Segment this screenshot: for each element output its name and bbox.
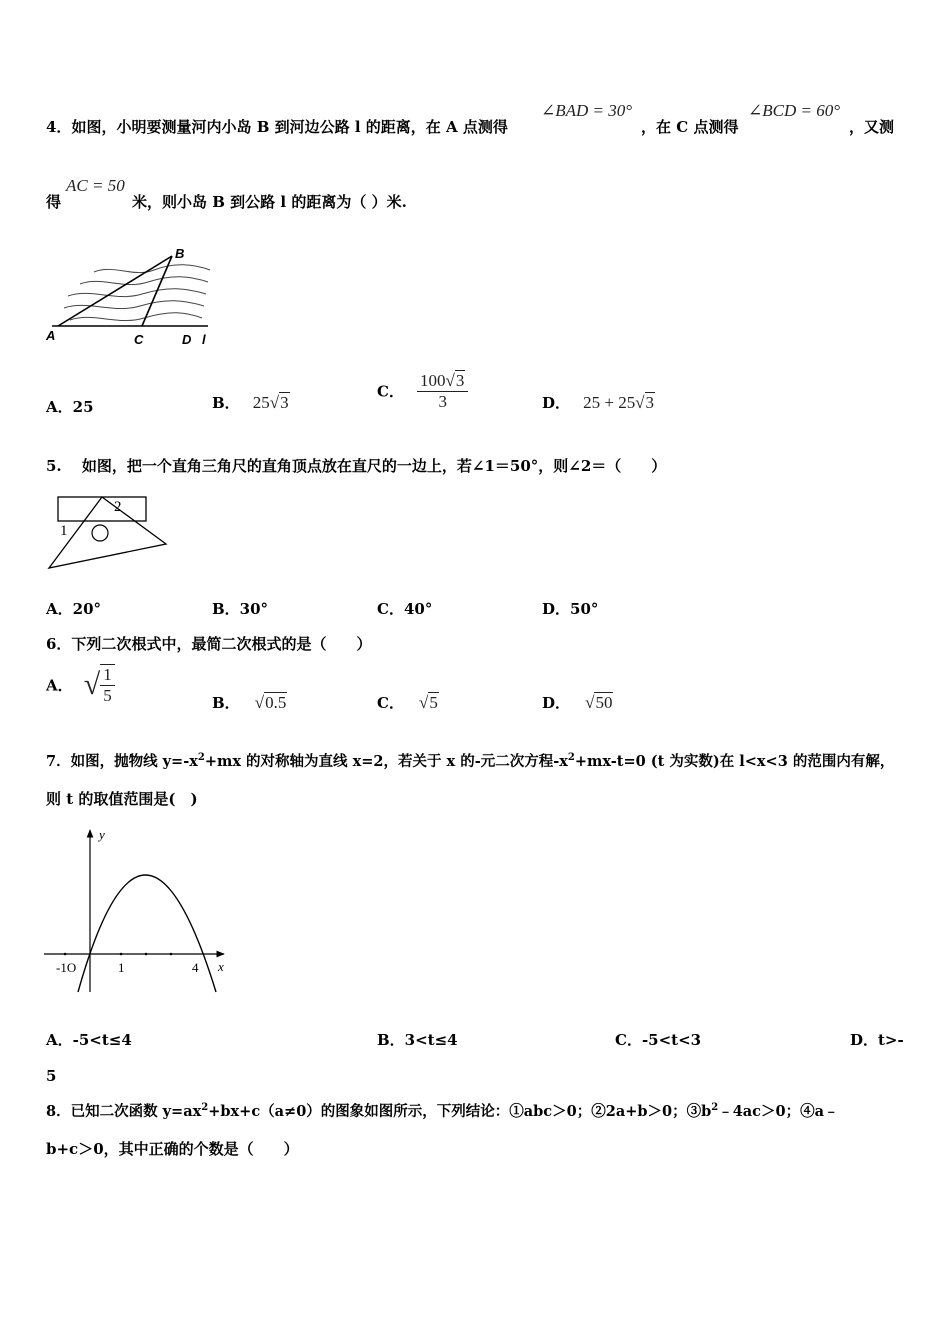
- q4-figure: [44, 244, 214, 348]
- label-x: x: [218, 959, 224, 974]
- label-one: 1: [118, 960, 125, 975]
- river-wave: [64, 301, 204, 309]
- river-wave: [80, 277, 208, 285]
- q4-option-c: C． $\frac{100√3}{3}$: [377, 370, 468, 412]
- q7-option-b: B．3<t≤4: [377, 1031, 458, 1049]
- label-y: y: [99, 827, 105, 842]
- q8-line1: 8．已知二次函数 $y=ax^2+bx+c(a\ne 0)$的图象如图所示，下列结论：①abc＞0；②2a+b＞0；$③b^2﹣4ac>0$；④a﹣: [46, 1102, 839, 1120]
- q7-line1: 7．如图，抛物线 $y=-x^2+mx$ 的对称轴为直线 x=2，若关于 x 的-元二次方程$-x^2+mx-t=0$ (t 为实数)在 l<x<3 的范围内有解，: [46, 752, 895, 770]
- q4-option-d: D． 25 + 25√3: [542, 393, 655, 412]
- q4-line1: 4．如图，小明要测量河内小岛 B 到河边公路 l 的距离，在 A 点测得: [46, 118, 508, 136]
- ruler: [58, 497, 146, 521]
- river-wave: [68, 289, 206, 297]
- q4-angle-bcd: ∠BCD = 60°: [748, 101, 841, 120]
- angle-1-label: 1: [60, 523, 68, 539]
- label-l: l: [202, 332, 206, 347]
- q5-text: 5. 如图，把一个直角三角尺的直角顶点放在直尺的一边上，若∠1＝50°，则∠2＝（ ）: [46, 457, 667, 475]
- q4-line2: 米，则小岛 B 到公路 l 的距离为（ ）米.: [132, 193, 407, 211]
- q8-line2: b+c＞0，其中正确的个数是（ ）: [46, 1140, 299, 1158]
- q6-text: 6．下列二次根式中，最简二次根式的是（ ）: [46, 635, 372, 653]
- q7-option-c: C．-5<t<3: [615, 1031, 702, 1049]
- q5-option-a: A．20°: [46, 600, 102, 618]
- q4-line2-start: 得: [46, 193, 62, 211]
- angle-2-label: 2: [114, 499, 122, 515]
- q7-option-d-wrap: 5: [46, 1067, 57, 1085]
- label-origin: -1O: [56, 960, 77, 975]
- q4-angle-bad: ∠BAD = 30°: [541, 101, 633, 120]
- q5-figure: [44, 494, 170, 572]
- triangle-hole: [92, 525, 108, 541]
- q7-option-d: D．t>-: [850, 1031, 904, 1049]
- q4-line1-end: ，又测: [849, 118, 895, 136]
- label-b: B: [175, 246, 185, 261]
- q6-option-d: D． √50: [542, 693, 613, 712]
- river-wave: [70, 313, 202, 321]
- label-c: C: [134, 332, 144, 347]
- q6-option-a: A． √ $\frac{1}{5}$: [46, 664, 115, 706]
- q4-ac: AC = 50: [66, 176, 125, 195]
- q7-option-a: A．-5<t≤4: [46, 1031, 132, 1049]
- q7-line2: 则 t 的取值范围是( ): [46, 790, 198, 808]
- q5-option-b: B．30°: [212, 600, 269, 618]
- q5-option-c: C．40°: [377, 600, 433, 618]
- q4-option-b: B． 25√3: [212, 393, 289, 412]
- label-d: D: [182, 332, 192, 347]
- q4-option-a: A．25: [46, 398, 94, 416]
- q7-figure: [42, 826, 232, 996]
- label-four: 4: [192, 960, 199, 975]
- label-a: A: [46, 328, 56, 343]
- q5-option-d: D．50°: [542, 600, 599, 618]
- line-cb: [142, 256, 172, 326]
- q6-option-b: B． √0.5: [212, 693, 287, 712]
- q4-line1-mid: ，在 C 点测得: [641, 118, 739, 136]
- q6-option-c: C． √5: [377, 693, 438, 712]
